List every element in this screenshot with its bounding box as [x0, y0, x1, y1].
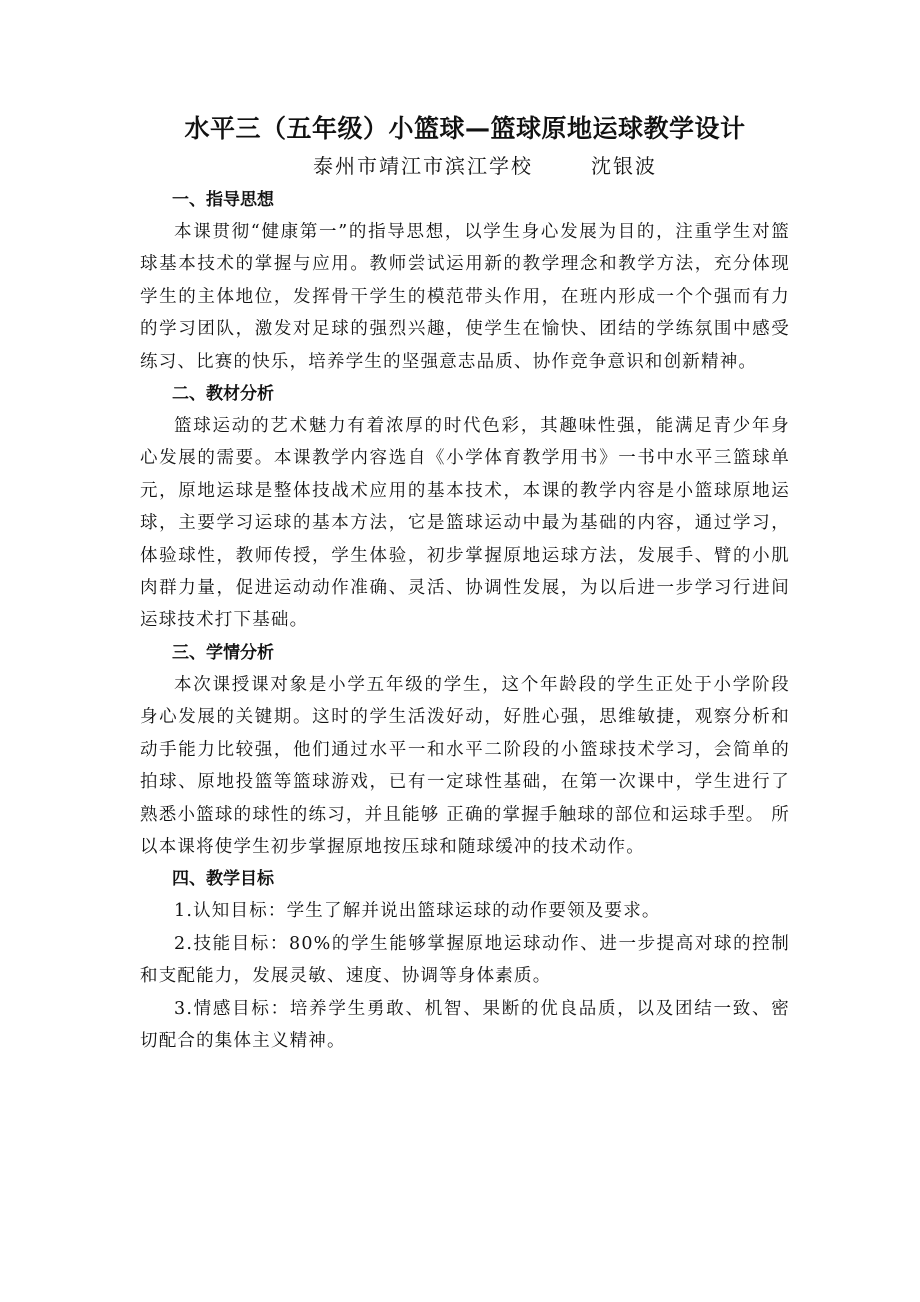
- document-title: 水平三（五年级）小篮球—篮球原地运球教学设计: [184, 114, 746, 143]
- byline: [140, 148, 790, 184]
- paragraph: 本课贯彻“健康第一”的指导思想，以学生身心发展为目的，注重学生对篮球基本技术的掌握与应用。教师尝试运用新的教学理念和教学方法，充分体现学生的主体地位，发挥骨干学生的模范带头作用，在班内形成一个个强而有力的学习团队，激发对足球的强烈兴趣，使学生在愉快、团结的学练氛围中感受练习、比赛的快乐，培养学生的坚强意志品质、协作竞争意识和创新精神。: [140, 222, 790, 372]
- section-heading: 三、学情分析: [172, 642, 274, 663]
- objective-skill: 2.技能目标：80%的学生能够掌握原地运球动作、进一步提高对球的控制和支配能力，发展灵敏、速度、协调等身体素质。: [140, 933, 790, 987]
- section-student-analysis: [140, 637, 790, 863]
- section-heading: 二、教材分析: [172, 384, 274, 405]
- section-guiding-ideology: [140, 184, 790, 378]
- author-name: 沈银波: [591, 154, 657, 178]
- section-material-analysis: [140, 378, 790, 637]
- document-page: [140, 110, 790, 1057]
- objective-cognitive: 1.认知目标：学生了解并说出篮球运球的动作要领及要求。: [174, 901, 661, 922]
- objective-affective: 3.情感目标：培养学生勇敢、机智、果断的优良品质，以及团结一致、密切配合的集体主义精神。: [140, 998, 790, 1051]
- paragraph: 本次课授课对象是小学五年级的学生，这个年龄段的学生正处于小学阶段身心发展的关键期。这时的学生活泼好动，好胜心强，思维敏捷，观察分析和动手能力比较强，他们通过水平一和水平二阶段的小篮球技术学习，会简单的拍球、原地投篮等篮球游戏，已有一定球性基础，在第一次课中，学生进行了熟悉小篮球的球性的练习，并且能够 正确的掌握手触球的部位和运球手型。 所以本课将使学生初步掌握原地按压球和随球缓冲的技术动作。: [140, 674, 790, 857]
- paragraph: 篮球运动的艺术魅力有着浓厚的时代色彩，其趣味性强，能满足青少年身心发展的需要。本课教学内容选自《小学体育教学用书》一书中水平三篮球单元，原地运球是整体技战术应用的基本技术，本课的教学内容是小篮球原地运球，主要学习运球的基本方法，它是篮球运动中最为基础的内容，通过学习，体验球性，教师传授，学生体验，初步掌握原地运球方法，发展手、臂的小肌肉群力量，促进运动动作准确、灵活、协调性发展，为以后进一步学习行进间运球技术打下基础。: [140, 416, 790, 631]
- school-name: 泰州市靖江市滨江学校: [313, 154, 533, 178]
- section-teaching-objectives: [140, 863, 790, 1057]
- section-heading: 一、指导思想: [172, 190, 274, 210]
- section-heading: 四、教学目标: [172, 869, 274, 890]
